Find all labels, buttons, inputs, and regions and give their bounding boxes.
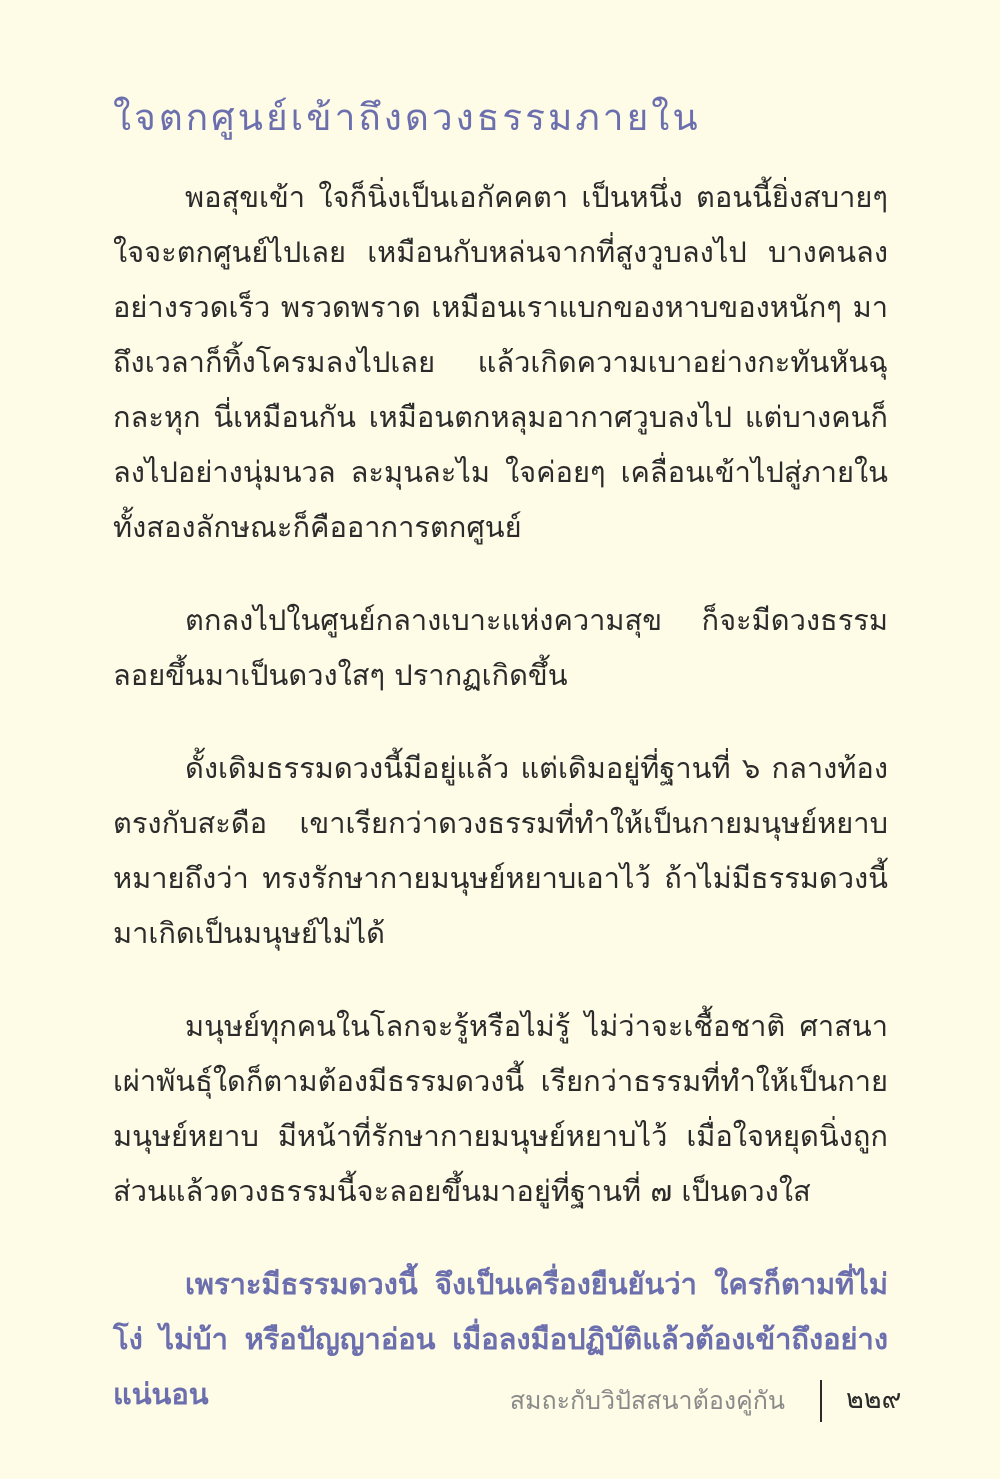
chapter-heading: ใจตกศูนย์เข้าถึงดวงธรรมภายใน [113,96,701,139]
paragraph-2: ตกลงไปในศูนย์กลางเบาะแห่งความสุข ก็จะมีดวงธรรมลอยขึ้นมาเป็นดวงใสๆ ปรากฏเกิดขึ้น [113,603,888,692]
emphasis-paragraph: เพราะมีธรรมดวงนี้ จึงเป็นเครื่องยืนยันว่า ใครก็ตามที่ไม่โง่ ไม่บ้า หรือปัญญาอ่อน เมื่อลงมือปฏิบัติแล้วต้องเข้าถึงอย่างแน่นอน [113,1267,888,1411]
paragraph-1: พอสุขเข้า ใจก็นิ่งเป็นเอกัคคตา เป็นหนึ่ง ตอนนี้ยิ่งสบายๆ ใจจะตกศูนย์ไปเลย เหมือนกับหล่นจากที่สูงวูบลงไป บางคนลงอย่างรวดเร็ว พรวดพราด เหมือนเราแบกของหาบของหนักๆ มาถึงเวลาก็ทิ้งโครมลงไปเลย แล้วเกิดความเบาอย่างกะทันหันฉุกละหุก นี่เหมือนกัน เหมือนตกหลุมอากาศวูบลงไป แต่บางคนก็ลงไปอย่างนุ่มนวล ละมุนละไม ใจค่อยๆ เคลื่อนเข้าไปสู่ภายในทั้งสองลักษณะก็คืออาการตกศูนย์ [113,180,888,544]
paragraph-3: ดั้งเดิมธรรมดวงนี้มีอยู่แล้ว แต่เดิมอยู่ที่ฐานที่ ๖ กลางท้องตรงกับสะดือ เขาเรียกว่าดวงธรรมที่ทำให้เป็นกายมนุษย์หยาบหมายถึงว่า ทรงรักษากายมนุษย์หยาบเอาไว้ ถ้าไม่มีธรรมดวงนี้มาเกิดเป็นมนุษย์ไม่ได้ [113,751,888,950]
book-title: สมถะกับวิปัสสนาต้องคู่กัน [509,1386,785,1415]
page-number: ๒๒๙ [846,1384,902,1415]
paragraph-4: มนุษย์ทุกคนในโลกจะรู้หรือไม่รู้ ไม่ว่าจะเชื้อชาติ ศาสนาเผ่าพันธุ์ใดก็ตามต้องมีธรรมดวงนี้ เรียกว่าธรรมที่ทำให้เป็นกายมนุษย์หยาบ มีหน้าที่รักษากายมนุษย์หยาบไว้ เมื่อใจหยุดนิ่งถูกส่วนแล้วดวงธรรมนี้จะลอยขึ้นมาอยู่ที่ฐานที่ ๗ เป็นดวงใส [113,1009,888,1208]
page-footer [0,1380,1000,1424]
page-content [113,88,888,1422]
footer-divider [820,1380,822,1422]
